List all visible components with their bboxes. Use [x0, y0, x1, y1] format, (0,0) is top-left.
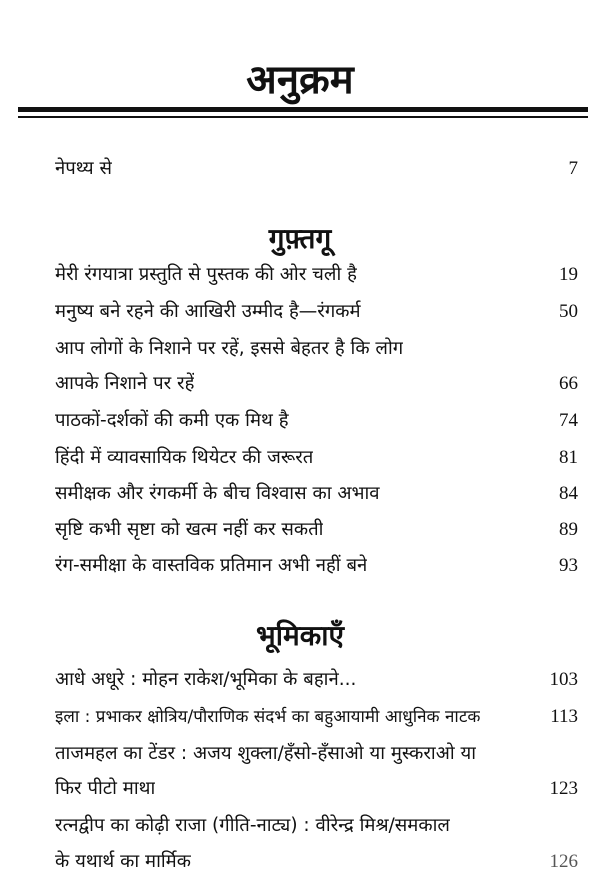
entry-text: आधे अधूरे : मोहन राकेश/भूमिका के बहाने...: [55, 669, 357, 690]
toc-entry: [55, 261, 578, 289]
toc-title: अनुक्रम: [246, 57, 354, 103]
entry-page-number: 81: [559, 447, 578, 468]
toc-entry: [55, 775, 578, 803]
entry-text-continued: फिर पीटो माथा: [55, 778, 156, 799]
entry-page-number: 93: [559, 555, 578, 576]
entry-text: पाठकों-दर्शकों की कमी एक मिथ है: [55, 410, 289, 431]
toc-entry: [55, 552, 578, 580]
toc-entry: [55, 407, 578, 435]
entry-page-number: 19: [559, 264, 578, 285]
toc-entry: [55, 516, 578, 544]
toc-entry: [55, 666, 578, 694]
entry-page-number: 89: [559, 519, 578, 540]
toc-entry-line1: [55, 812, 578, 840]
toc-entry: [55, 444, 578, 472]
toc-entry-line1: [55, 740, 578, 768]
toc-entry: [55, 703, 578, 731]
entry-text: नेपथ्य से: [55, 158, 113, 179]
toc-entry: [55, 370, 578, 398]
section-heading-guftagu: गुफ़्तगू: [268, 222, 332, 255]
section-heading-bhumikayen: भूमिकाएँ: [256, 619, 344, 652]
entry-text: सृष्टि कभी सृष्टा को खत्म नहीं कर सकती: [55, 519, 324, 540]
toc-entry: [55, 848, 578, 876]
entry-text: आप लोगों के निशाने पर रहें, इससे बेहतर है कि लोग: [55, 338, 404, 359]
entry-text: मेरी रंगयात्रा प्रस्तुति से पुस्तक की ओर चली है: [55, 264, 357, 285]
toc-entry: [55, 480, 578, 508]
entry-page-number: 74: [559, 410, 578, 431]
title-rule-thick: [18, 107, 588, 112]
entry-page-number: 113: [550, 706, 578, 727]
entry-text: इला : प्रभाकर क्षोत्रिय/पौराणिक संदर्भ का बहुआयामी आधुनिक नाटक: [55, 707, 481, 727]
entry-text: रत्नद्वीप का कोढ़ी राजा (गीति-नाट्य) : वीरेन्द्र मिश्र/समकाल: [55, 815, 450, 836]
toc-entry-intro: [55, 155, 578, 183]
entry-page-number: 126: [549, 851, 578, 872]
entry-text: रंग-समीक्षा के वास्तविक प्रतिमान अभी नहीं बने: [55, 555, 368, 576]
toc-entry-line1: [55, 335, 578, 363]
entry-text: समीक्षक और रंगकर्मी के बीच विश्वास का अभाव: [55, 483, 380, 504]
entry-text-continued: आपके निशाने पर रहें: [55, 373, 195, 394]
entry-text: मनुष्य बने रहने की आखिरी उम्मीद है—रंगकर्म: [55, 301, 361, 322]
entry-page-number: 50: [559, 301, 578, 322]
entry-text: ताजमहल का टेंडर : अजय शुक्ला/हँसो-हँसाओ या मुस्कराओ या: [55, 743, 477, 764]
entry-text-continued: के यथार्थ का मार्मिक: [55, 851, 191, 872]
entry-page-number: 123: [549, 778, 578, 799]
entry-page-number: 7: [568, 158, 578, 179]
entry-page-number: 66: [559, 373, 578, 394]
toc-entry: [55, 298, 578, 326]
entry-text: हिंदी में व्यावसायिक थियेटर की जरूरत: [55, 447, 314, 468]
title-rule-thin: [18, 116, 588, 118]
entry-page-number: 84: [559, 483, 578, 504]
entry-page-number: 103: [549, 669, 578, 690]
